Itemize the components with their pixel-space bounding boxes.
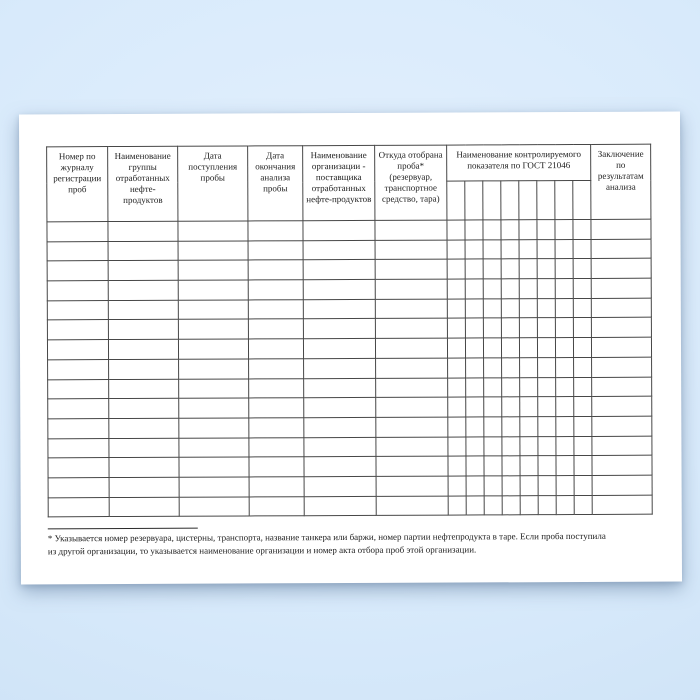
empty-cell	[376, 476, 448, 496]
empty-cell	[48, 359, 109, 379]
empty-cell	[502, 436, 520, 456]
empty-cell	[447, 259, 465, 279]
empty-cell	[249, 359, 304, 379]
empty-cell	[484, 495, 502, 515]
empty-cell	[179, 477, 249, 497]
col-header-receipt-date: Дата поступления пробы	[178, 146, 248, 221]
empty-cell	[556, 377, 574, 397]
empty-cell	[249, 437, 304, 457]
empty-cell	[465, 240, 483, 260]
empty-cell	[573, 318, 591, 338]
empty-cell	[179, 398, 249, 418]
empty-cell	[303, 240, 375, 260]
empty-cell	[466, 496, 484, 516]
empty-cell	[447, 220, 465, 240]
empty-cell	[375, 299, 447, 319]
col-header-gost-indicator-group: Наименование контролируемого показателя по ГОСТ 21046	[447, 144, 591, 181]
gost-subcolumn-cell	[573, 180, 591, 219]
empty-cell	[502, 397, 520, 417]
empty-cell	[109, 418, 179, 438]
empty-cell	[592, 337, 652, 357]
empty-cell	[592, 396, 652, 416]
empty-cell	[537, 239, 555, 259]
empty-cell	[109, 477, 179, 497]
empty-cell	[48, 418, 109, 438]
empty-cell	[48, 477, 109, 497]
table-row	[48, 416, 652, 438]
empty-cell	[249, 398, 304, 418]
empty-cell	[465, 259, 483, 279]
empty-cell	[179, 378, 249, 398]
empty-cell	[109, 457, 179, 477]
empty-cell	[47, 340, 108, 360]
empty-cell	[501, 259, 519, 279]
empty-cell	[574, 456, 592, 476]
empty-cell	[573, 338, 591, 358]
footnote-line-1: * Указывается номер резервуара, цистерны, транспорта, название танкера или баржи, номер партии нефтепродукта в таре. Если проба поступила	[47, 530, 606, 544]
empty-cell	[376, 456, 448, 476]
empty-cell	[376, 397, 448, 417]
gost-subcolumn-cell	[447, 181, 465, 220]
empty-cell	[537, 279, 555, 299]
empty-cell	[303, 339, 375, 359]
empty-cell	[448, 476, 466, 496]
empty-cell	[249, 477, 304, 497]
table-row	[48, 396, 652, 418]
empty-cell	[574, 357, 592, 377]
gost-subcolumn-cell	[501, 181, 519, 220]
empty-cell	[465, 299, 483, 319]
empty-cell	[466, 397, 484, 417]
empty-cell	[556, 475, 574, 495]
empty-cell	[376, 358, 448, 378]
empty-cell	[555, 298, 573, 318]
empty-cell	[555, 239, 573, 259]
gost-subcolumn-cell	[483, 181, 501, 220]
sample-registration-table	[46, 144, 653, 518]
empty-cell	[483, 220, 501, 240]
empty-cell	[447, 279, 465, 299]
empty-cell	[592, 495, 652, 515]
empty-cell	[573, 239, 591, 259]
empty-cell	[538, 476, 556, 496]
empty-cell	[179, 438, 249, 458]
empty-cell	[483, 299, 501, 319]
empty-cell	[519, 239, 537, 259]
empty-cell	[447, 240, 465, 260]
empty-cell	[555, 338, 573, 358]
empty-cell	[592, 475, 652, 495]
empty-cell	[555, 220, 573, 240]
table-row	[47, 318, 651, 340]
empty-cell	[304, 437, 376, 457]
col-header-conclusion: Заключение по результатам анализа	[591, 144, 651, 219]
empty-cell	[303, 220, 375, 240]
empty-cell	[47, 261, 108, 281]
empty-cell	[502, 495, 520, 515]
empty-cell	[466, 476, 484, 496]
empty-cell	[555, 318, 573, 338]
empty-cell	[556, 357, 574, 377]
empty-cell	[592, 416, 652, 436]
empty-cell	[483, 279, 501, 299]
empty-cell	[537, 220, 555, 240]
empty-cell	[501, 239, 519, 259]
empty-cell	[376, 437, 448, 457]
empty-cell	[520, 476, 538, 496]
table-row	[47, 259, 651, 281]
empty-cell	[178, 221, 248, 241]
empty-cell	[520, 495, 538, 515]
empty-cell	[178, 241, 248, 261]
empty-cell	[537, 318, 555, 338]
empty-cell	[502, 476, 520, 496]
empty-cell	[448, 417, 466, 437]
empty-cell	[109, 438, 179, 458]
empty-cell	[574, 436, 592, 456]
empty-cell	[375, 279, 447, 299]
paper-sheet	[19, 112, 682, 585]
empty-cell	[520, 377, 538, 397]
empty-cell	[248, 240, 303, 260]
empty-cell	[304, 417, 376, 437]
table-row	[47, 278, 651, 300]
empty-cell	[178, 339, 248, 359]
gost-subcolumn-cell	[519, 181, 537, 220]
gost-subcolumn-cell	[537, 181, 555, 220]
empty-cell	[538, 357, 556, 377]
empty-cell	[520, 436, 538, 456]
empty-cell	[179, 418, 249, 438]
col-header-reg-number: Номер по журналу регистрации проб	[47, 147, 108, 222]
empty-cell	[179, 359, 249, 379]
empty-cell	[375, 240, 447, 260]
gost-subcolumn-cell	[465, 181, 483, 220]
empty-cell	[109, 359, 179, 379]
empty-cell	[47, 222, 108, 242]
empty-cell	[519, 259, 537, 279]
empty-cell	[448, 397, 466, 417]
empty-cell	[178, 300, 248, 320]
empty-cell	[448, 496, 466, 516]
footnote-rule	[48, 528, 198, 530]
empty-cell	[465, 318, 483, 338]
empty-cell	[178, 319, 248, 339]
table-row	[48, 475, 652, 497]
empty-cell	[501, 318, 519, 338]
empty-cell	[48, 497, 109, 517]
empty-cell	[483, 338, 501, 358]
empty-cell	[591, 219, 651, 239]
table-row	[47, 239, 651, 261]
empty-cell	[501, 279, 519, 299]
empty-cell	[466, 456, 484, 476]
empty-cell	[108, 221, 178, 241]
empty-cell	[484, 417, 502, 437]
empty-cell	[248, 319, 303, 339]
empty-cell	[502, 456, 520, 476]
empty-cell	[448, 377, 466, 397]
empty-cell	[592, 436, 652, 456]
empty-cell	[538, 456, 556, 476]
empty-cell	[303, 299, 375, 319]
empty-cell	[47, 320, 108, 340]
empty-cell	[484, 377, 502, 397]
empty-cell	[592, 377, 652, 397]
empty-cell	[465, 338, 483, 358]
empty-cell	[448, 358, 466, 378]
empty-cell	[109, 497, 179, 517]
empty-cell	[574, 416, 592, 436]
empty-cell	[108, 280, 178, 300]
empty-cell	[109, 398, 179, 418]
empty-cell	[304, 476, 376, 496]
empty-cell	[573, 259, 591, 279]
empty-cell	[466, 358, 484, 378]
empty-cell	[178, 260, 248, 280]
table-body	[47, 219, 652, 517]
table-row	[48, 357, 652, 379]
footnote-text	[48, 530, 673, 558]
col-header-group-name: Наименование группы отработанных нефте-продуктов	[108, 146, 178, 221]
empty-cell	[47, 281, 108, 301]
empty-cell	[484, 436, 502, 456]
empty-cell	[556, 397, 574, 417]
footnote-line-2: из другой организации, то указывается наименование организации и номер акта отбора проб этой организации.	[47, 543, 477, 556]
table-row	[48, 436, 652, 458]
empty-cell	[249, 496, 304, 516]
table-row	[48, 377, 652, 399]
empty-cell	[448, 456, 466, 476]
empty-cell	[466, 436, 484, 456]
empty-cell	[591, 278, 651, 298]
gost-subcolumn-cell	[555, 181, 573, 220]
empty-cell	[556, 436, 574, 456]
empty-cell	[375, 259, 447, 279]
empty-cell	[501, 220, 519, 240]
empty-cell	[108, 300, 178, 320]
empty-cell	[591, 318, 651, 338]
empty-cell	[447, 299, 465, 319]
empty-cell	[556, 495, 574, 515]
empty-cell	[520, 456, 538, 476]
empty-cell	[591, 259, 651, 279]
empty-cell	[448, 437, 466, 457]
empty-cell	[501, 299, 519, 319]
empty-cell	[502, 377, 520, 397]
table-row	[48, 455, 652, 477]
col-header-supplier-org: Наименование организации - поставщика отработанных нефте-продуктов	[303, 145, 375, 220]
empty-cell	[520, 417, 538, 437]
empty-cell	[48, 458, 109, 478]
empty-cell	[108, 241, 178, 261]
empty-cell	[465, 220, 483, 240]
empty-cell	[484, 397, 502, 417]
empty-cell	[108, 320, 178, 340]
empty-cell	[556, 456, 574, 476]
empty-cell	[249, 418, 304, 438]
empty-cell	[502, 358, 520, 378]
empty-cell	[592, 455, 652, 475]
empty-cell	[483, 259, 501, 279]
empty-cell	[304, 457, 376, 477]
empty-cell	[520, 397, 538, 417]
empty-cell	[303, 260, 375, 280]
empty-cell	[376, 378, 448, 398]
table-row	[48, 495, 652, 517]
empty-cell	[556, 416, 574, 436]
empty-cell	[484, 476, 502, 496]
empty-cell	[179, 457, 249, 477]
empty-cell	[519, 279, 537, 299]
table-row	[47, 337, 651, 359]
empty-cell	[304, 398, 376, 418]
empty-cell	[375, 338, 447, 358]
empty-cell	[303, 319, 375, 339]
empty-cell	[574, 397, 592, 417]
empty-cell	[537, 259, 555, 279]
table-row	[47, 298, 651, 320]
empty-cell	[47, 300, 108, 320]
empty-cell	[109, 379, 179, 399]
empty-cell	[537, 338, 555, 358]
empty-cell	[573, 219, 591, 239]
empty-cell	[483, 318, 501, 338]
table-header	[47, 144, 651, 222]
empty-cell	[573, 298, 591, 318]
empty-cell	[574, 495, 592, 515]
empty-cell	[447, 318, 465, 338]
empty-cell	[304, 496, 376, 516]
empty-cell	[538, 377, 556, 397]
empty-cell	[573, 279, 591, 299]
empty-cell	[538, 436, 556, 456]
empty-cell	[592, 357, 652, 377]
empty-cell	[447, 338, 465, 358]
empty-cell	[303, 279, 375, 299]
empty-cell	[574, 475, 592, 495]
empty-cell	[519, 298, 537, 318]
empty-cell	[484, 456, 502, 476]
empty-cell	[48, 379, 109, 399]
empty-cell	[179, 497, 249, 517]
empty-cell	[48, 399, 109, 419]
empty-cell	[376, 417, 448, 437]
empty-cell	[249, 457, 304, 477]
empty-cell	[501, 338, 519, 358]
empty-cell	[376, 496, 448, 516]
empty-cell	[248, 280, 303, 300]
empty-cell	[108, 339, 178, 359]
empty-cell	[466, 377, 484, 397]
empty-cell	[538, 397, 556, 417]
empty-cell	[375, 319, 447, 339]
empty-cell	[304, 358, 376, 378]
col-header-sample-source: Откуда отобрана проба* (резервуар, транспортное средство, тара)	[375, 145, 447, 220]
empty-cell	[591, 298, 651, 318]
table-row	[47, 219, 651, 241]
empty-cell	[248, 221, 303, 241]
empty-cell	[574, 377, 592, 397]
empty-cell	[555, 259, 573, 279]
col-header-analysis-end-date: Дата окончания анализа пробы	[248, 146, 303, 221]
empty-cell	[538, 416, 556, 436]
empty-cell	[47, 241, 108, 261]
empty-cell	[249, 378, 304, 398]
header-row-main	[47, 144, 651, 183]
empty-cell	[248, 339, 303, 359]
empty-cell	[108, 261, 178, 281]
empty-cell	[178, 280, 248, 300]
empty-cell	[519, 318, 537, 338]
empty-cell	[248, 260, 303, 280]
empty-cell	[591, 239, 651, 259]
empty-cell	[375, 220, 447, 240]
empty-cell	[537, 298, 555, 318]
empty-cell	[502, 417, 520, 437]
empty-cell	[484, 358, 502, 378]
empty-cell	[520, 357, 538, 377]
empty-cell	[519, 338, 537, 358]
empty-cell	[48, 438, 109, 458]
empty-cell	[248, 299, 303, 319]
empty-cell	[465, 279, 483, 299]
empty-cell	[483, 240, 501, 260]
empty-cell	[466, 417, 484, 437]
empty-cell	[538, 495, 556, 515]
empty-cell	[519, 220, 537, 240]
empty-cell	[304, 378, 376, 398]
empty-cell	[555, 279, 573, 299]
